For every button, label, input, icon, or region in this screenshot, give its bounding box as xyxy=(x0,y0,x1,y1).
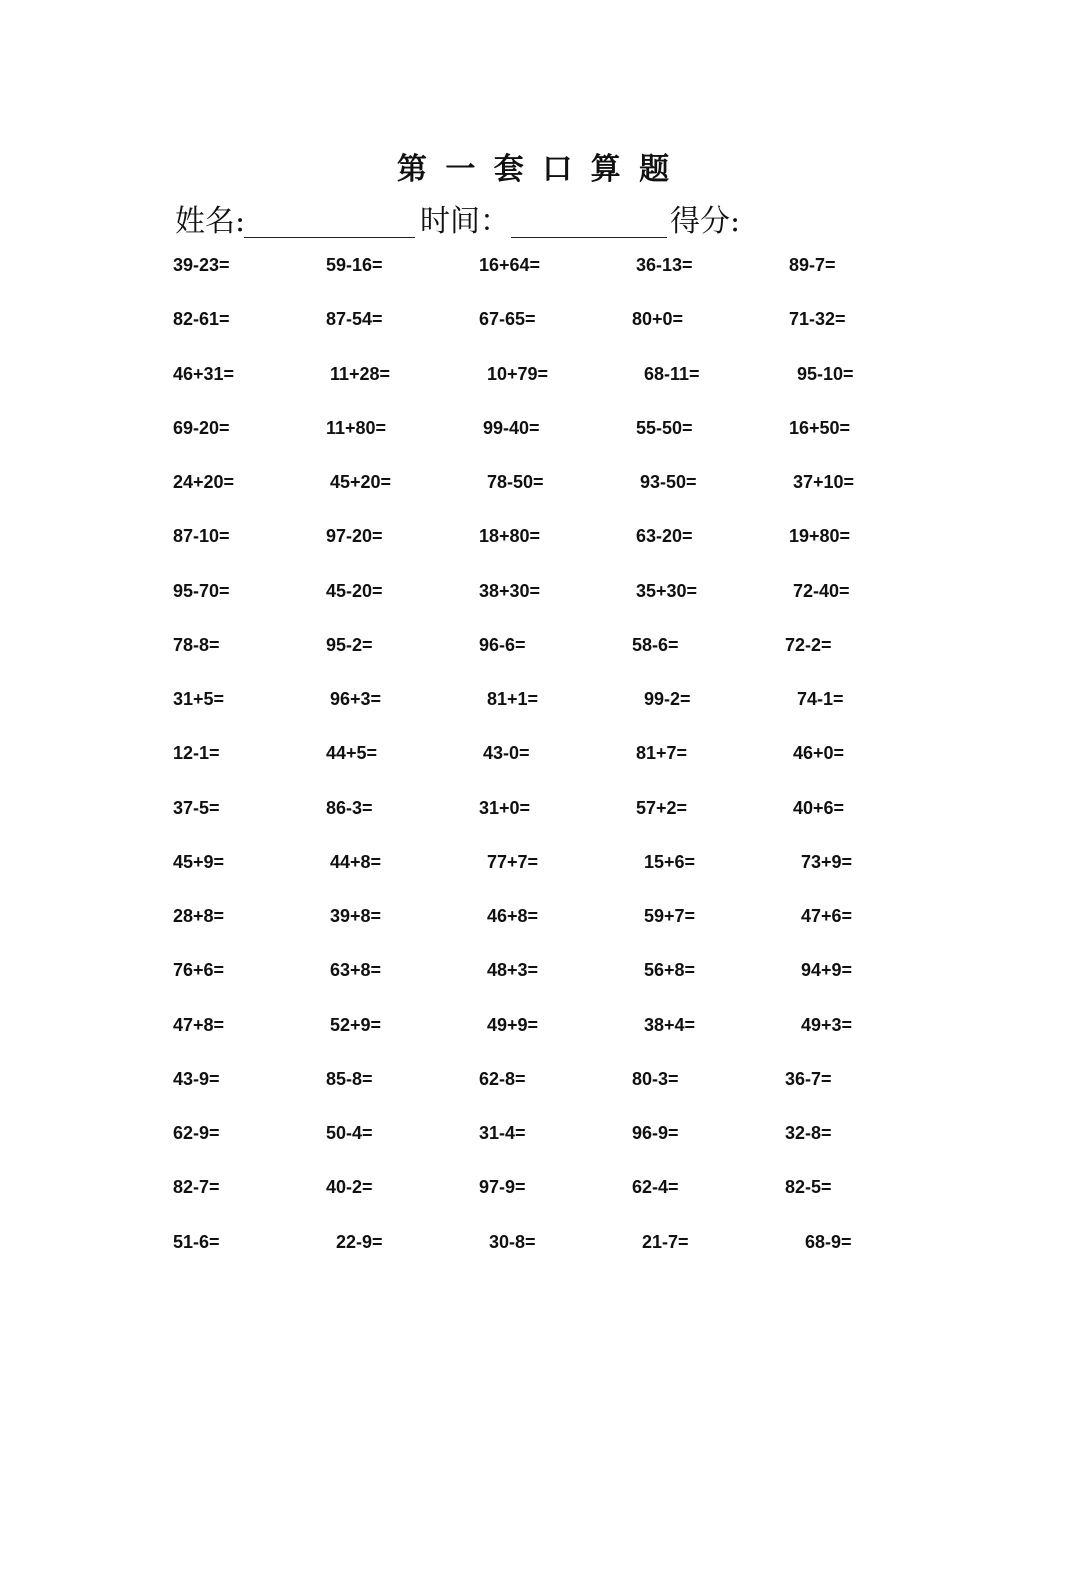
problem: 95-70= xyxy=(173,581,230,601)
problem: 82-5= xyxy=(785,1177,832,1197)
problem: 31+5= xyxy=(173,689,225,709)
problem: 95-2= xyxy=(326,635,373,655)
score-label: 得分: xyxy=(670,204,741,239)
problem: 16+50= xyxy=(789,418,851,438)
problem: 47+6= xyxy=(801,906,853,926)
problem: 38+30= xyxy=(479,581,541,601)
problem: 30-8= xyxy=(489,1232,536,1252)
problem: 59-16= xyxy=(326,255,383,275)
problem: 81+1= xyxy=(487,689,539,709)
problem: 81+7= xyxy=(636,743,688,763)
problem: 89-7= xyxy=(789,255,836,275)
problem: 46+8= xyxy=(487,906,539,926)
problem: 40-2= xyxy=(326,1177,373,1197)
problem: 43-9= xyxy=(173,1069,220,1089)
problem: 44+8= xyxy=(330,852,382,872)
problem: 36-13= xyxy=(636,255,693,275)
problem: 82-7= xyxy=(173,1177,220,1197)
problem: 68-11= xyxy=(644,364,700,384)
problem: 87-10= xyxy=(173,526,230,546)
problem: 62-8= xyxy=(479,1069,526,1089)
problem: 96+3= xyxy=(330,689,382,709)
problem: 31+0= xyxy=(479,798,531,818)
problem: 72-2= xyxy=(785,635,832,655)
problem: 49+3= xyxy=(801,1015,853,1035)
problem: 11+80= xyxy=(326,418,387,438)
problem: 49+9= xyxy=(487,1015,539,1035)
problem: 48+3= xyxy=(487,960,539,980)
problem: 31-4= xyxy=(479,1123,526,1143)
problem: 82-61= xyxy=(173,309,230,329)
problem: 78-50= xyxy=(487,472,544,492)
problem: 22-9= xyxy=(336,1232,383,1252)
problem: 39-23= xyxy=(173,255,230,275)
problem: 67-65= xyxy=(479,309,536,329)
problem: 16+64= xyxy=(479,255,541,275)
problem: 85-8= xyxy=(326,1069,373,1089)
problem: 62-9= xyxy=(173,1123,220,1143)
problem: 73+9= xyxy=(801,852,853,872)
name-blank-line xyxy=(244,237,415,238)
problem: 52+9= xyxy=(330,1015,382,1035)
problem: 58-6= xyxy=(632,635,679,655)
problem: 63-20= xyxy=(636,526,693,546)
problem: 45+9= xyxy=(173,852,225,872)
problem: 96-9= xyxy=(632,1123,679,1143)
problem: 62-4= xyxy=(632,1177,679,1197)
problem: 28+8= xyxy=(173,906,225,926)
problem: 59+7= xyxy=(644,906,696,926)
problem: 21-7= xyxy=(642,1232,689,1252)
problem: 45-20= xyxy=(326,581,383,601)
problem: 11+28= xyxy=(330,364,391,384)
problem: 86-3= xyxy=(326,798,373,818)
problem: 56+8= xyxy=(644,960,696,980)
problem: 95-10= xyxy=(797,364,854,384)
problem: 39+8= xyxy=(330,906,382,926)
problem: 96-6= xyxy=(479,635,526,655)
problem: 87-54= xyxy=(326,309,383,329)
time-label: 时间： xyxy=(420,204,510,239)
problem: 24+20= xyxy=(173,472,235,492)
problem: 76+6= xyxy=(173,960,225,980)
problem: 43-0= xyxy=(483,743,530,763)
problem: 74-1= xyxy=(797,689,844,709)
problem: 37-5= xyxy=(173,798,220,818)
problem: 94+9= xyxy=(801,960,853,980)
problem: 46+0= xyxy=(793,743,845,763)
problem: 99-2= xyxy=(644,689,691,709)
problem: 99-40= xyxy=(483,418,540,438)
problem: 71-32= xyxy=(789,309,846,329)
problem: 44+5= xyxy=(326,743,378,763)
problem: 35+30= xyxy=(636,581,698,601)
problem: 32-8= xyxy=(785,1123,832,1143)
problem: 68-9= xyxy=(805,1232,852,1252)
problem: 72-40= xyxy=(793,581,850,601)
problem: 47+8= xyxy=(173,1015,225,1035)
problem: 18+80= xyxy=(479,526,541,546)
problem: 69-20= xyxy=(173,418,230,438)
problem: 97-20= xyxy=(326,526,383,546)
problem: 15+6= xyxy=(644,852,696,872)
problem: 37+10= xyxy=(793,472,855,492)
problem: 19+80= xyxy=(789,526,851,546)
name-label: 姓名: xyxy=(175,204,246,239)
problem: 38+4= xyxy=(644,1015,696,1035)
problem: 50-4= xyxy=(326,1123,373,1143)
time-blank-line xyxy=(511,237,667,238)
problem: 55-50= xyxy=(636,418,693,438)
problem: 57+2= xyxy=(636,798,688,818)
problem: 36-7= xyxy=(785,1069,832,1089)
problem: 45+20= xyxy=(330,472,392,492)
problem: 10+79= xyxy=(487,364,549,384)
problem: 78-8= xyxy=(173,635,220,655)
problem: 93-50= xyxy=(640,472,697,492)
problem: 97-9= xyxy=(479,1177,526,1197)
problem: 77+7= xyxy=(487,852,539,872)
problem: 12-1= xyxy=(173,743,220,763)
problem: 63+8= xyxy=(330,960,382,980)
problem: 51-6= xyxy=(173,1232,220,1252)
problem: 40+6= xyxy=(793,798,845,818)
problem: 80-3= xyxy=(632,1069,679,1089)
problem: 80+0= xyxy=(632,309,684,329)
problem: 46+31= xyxy=(173,364,235,384)
worksheet-title: 第 一 套 口 算 题 xyxy=(396,152,674,187)
